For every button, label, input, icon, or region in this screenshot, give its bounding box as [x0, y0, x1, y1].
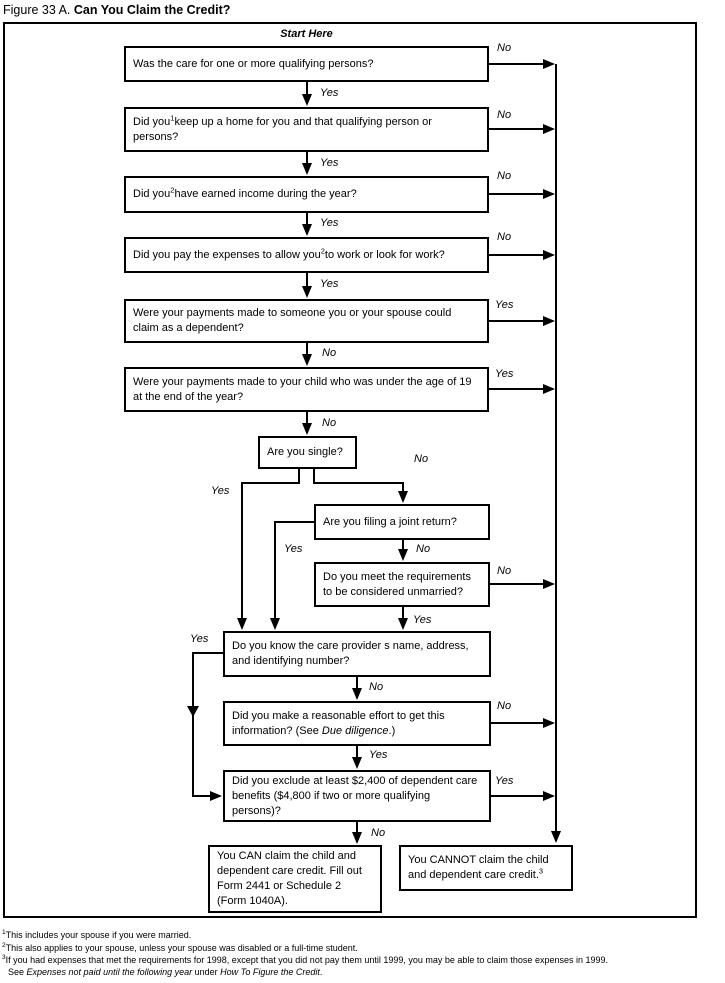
footnote-3: $^3$If you had expenses that met the requirements for 1998, except that you did not pay them until 1999, you may be able to claim those expenses in 1999.: [2, 954, 608, 965]
start-here-label: Start Here: [280, 28, 333, 40]
figure-title-prefix: Figure 33 A.: [3, 3, 71, 17]
node-reasonable-effort: [223, 701, 491, 746]
node-pay-expenses: [124, 237, 489, 273]
label-q6-yes: Yes: [495, 368, 514, 380]
node-text: Was the care for one or more qualifying persons?: [133, 57, 374, 70]
edge-q10-yes-direction-arrow: [187, 706, 199, 717]
figure-title-question: Can You Claim the Credit?: [73, 3, 231, 17]
footnote-ref-1: 1: [170, 112, 175, 122]
label-q8-yes: Yes: [284, 543, 303, 555]
node-text: You CANNOT claim the child and dependent care credit.$^3$: [408, 854, 549, 881]
edge-q10-yes: [193, 653, 223, 796]
footnote-3-continued: See Expenses not paid until the following year under How To Figure the Credit.: [8, 967, 323, 977]
node-can-claim-credit: [208, 845, 382, 913]
node-text: Did you pay the expenses to allow you$^2$to work or look for work?: [133, 245, 445, 261]
node-are-you-single: [258, 436, 357, 469]
node-text: Did you exclude at least $2,400 of dependent care benefits ($4,800 if two or more qualifying persons)?: [232, 774, 478, 817]
label-q4-no: No: [497, 231, 512, 243]
label-q7-yes: Yes: [211, 485, 230, 497]
node-text: You CAN claim the child and dependent care credit. Fill out Form 2441 or Schedule 2 (Form 1040A).: [217, 850, 362, 907]
edge-q8-yes: [275, 522, 315, 628]
node-payments-dependent: [124, 299, 489, 343]
label-q7-no: No: [414, 453, 429, 465]
node-text: Were your payments made to your child who was under the age of 19 at the end of the year?: [133, 375, 472, 403]
expenses-not-paid-reference: Expenses not paid until the following year: [26, 967, 193, 977]
footnote-ref-2: 2: [170, 185, 175, 195]
label-q2-yes: Yes: [320, 157, 339, 169]
node-exclude-benefits: [223, 770, 491, 822]
node-payments-child-under-19: [124, 367, 489, 412]
node-text: Did you$^2$have earned income during the year?: [133, 185, 357, 200]
label-q3-no: No: [497, 170, 512, 182]
node-text: Did you$^1$keep up a home for you and that qualifying person or persons?: [133, 112, 432, 143]
node-qualifying-persons: [124, 46, 489, 82]
node-earned-income: [124, 176, 489, 213]
how-to-figure-reference: How To Figure the Credit: [220, 967, 320, 977]
node-keep-up-home: [124, 107, 489, 152]
label-q11-yes: Yes: [369, 749, 388, 761]
label-q9-no: No: [497, 565, 512, 577]
node-text: Are you single?: [267, 446, 343, 458]
footnote-ref-3: 3: [538, 866, 544, 876]
label-q2-no: No: [497, 109, 512, 121]
label-q11-no: No: [497, 700, 512, 712]
label-q10-yes: Yes: [190, 633, 209, 645]
node-joint-return: [314, 504, 490, 540]
footnote-2: $^2$This also applies to your spouse, unless your spouse was disabled or a full-time student.: [2, 942, 358, 953]
label-q12-no: No: [371, 827, 386, 839]
footnote-ref-2: 2: [320, 245, 325, 255]
node-text: Were your payments made to someone you or your spouse could claim as a dependent?: [133, 307, 452, 334]
due-diligence-reference: Due diligence: [321, 724, 389, 737]
node-text: Are you filing a joint return?: [323, 515, 457, 528]
label-q10-no: No: [369, 681, 384, 693]
label-q6-no: No: [322, 417, 337, 429]
label-q4-yes: Yes: [320, 278, 339, 290]
label-q1-no: No: [497, 42, 512, 54]
label-q9-yes: Yes: [413, 614, 432, 626]
node-cannot-claim-credit: [399, 845, 573, 891]
label-q3-yes: Yes: [320, 217, 339, 229]
label-q5-yes: Yes: [495, 299, 514, 311]
node-care-provider-info: [223, 631, 491, 677]
label-q8-no: No: [416, 543, 431, 555]
node-considered-unmarried: [314, 562, 490, 607]
label-q1-yes: Yes: [320, 87, 339, 99]
label-q12-yes: Yes: [495, 775, 514, 787]
node-text: Do you know the care provider s name, address, and identifying number?: [232, 640, 469, 667]
node-text: Do you meet the requirements to be considered unmarried?: [323, 570, 471, 598]
node-text: Did you make a reasonable effort to get this information? (See Due diligence.): [232, 709, 445, 737]
label-q5-no: No: [322, 347, 337, 359]
edge-q7-no: [314, 469, 403, 501]
footnote-1: $^1$This includes your spouse if you were married.: [2, 929, 192, 940]
